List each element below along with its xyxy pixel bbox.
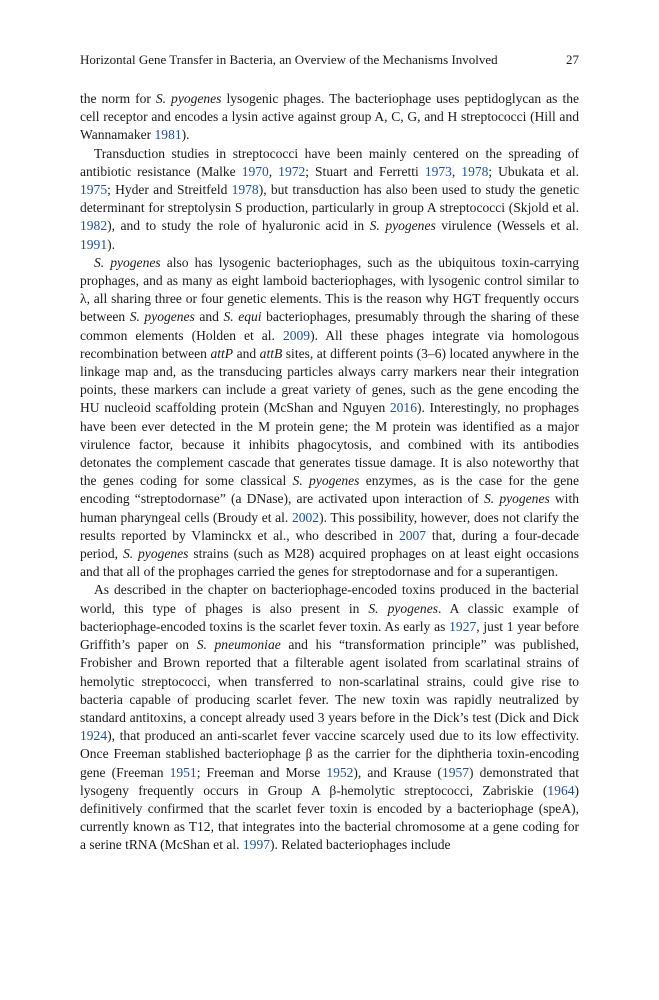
text-run: strains (such as M28) acquired prophages on at least eight occasions and that all of the prophages carried the genes for streptodornase and for a superantigen. <box>80 546 579 580</box>
running-title: Horizontal Gene Transfer in Bacteria, an Overview of the Mechanisms Involved <box>80 52 498 67</box>
text-run: virulence (Wessels et al. <box>435 218 579 234</box>
text-run: ). <box>181 127 190 143</box>
italic-term: S. pyogenes <box>129 309 195 325</box>
citation-link[interactable]: 1927 <box>449 618 477 634</box>
citation-link[interactable]: 1981 <box>154 127 182 143</box>
italic-term: S. pyogenes <box>292 473 360 489</box>
text-run: , <box>268 163 279 179</box>
italic-term: S. pyogenes <box>369 218 436 234</box>
text-run: ; Stuart and Ferretti <box>305 163 425 179</box>
page-number: 27 <box>566 52 579 67</box>
text-run: the norm for <box>80 91 156 106</box>
citation-link[interactable]: 1991 <box>80 236 108 252</box>
citation-link[interactable]: 1957 <box>441 764 470 780</box>
citation-link[interactable]: 1964 <box>547 782 575 798</box>
body-text <box>80 90 579 855</box>
italic-term: attP <box>210 345 234 361</box>
citation-link[interactable]: 1952 <box>326 764 354 780</box>
paragraph <box>80 581 579 854</box>
text-run: ), and Krause ( <box>353 764 442 780</box>
text-run: ). Interestingly, no prophages have been ever detected in the M protein gene; the M protein was identified as a major virulence factor, because it inhibits phagocytosis, and combined with its antibodies detonates the complement cascade that generates tissue damage. It is also noteworthy that the genes coding for some classical <box>80 400 579 489</box>
citation-link[interactable]: 1997 <box>242 837 270 853</box>
text-run: with human pharyngeal cells (Broudy et al. <box>80 491 579 525</box>
citation-link[interactable]: 1970 <box>241 163 269 179</box>
text-run: ), that produced an anti-scarlet fever vaccine scarcely used due to its low effectivity. Once Freeman stablished bacteriophage β as the carrier for the diphtheria toxin-encoding gene (Freeman <box>80 728 579 780</box>
text-run: ), and to study the role of hyaluronic acid in <box>107 218 370 234</box>
citation-link[interactable]: 1973 <box>424 163 452 179</box>
citation-link[interactable]: 2009 <box>282 327 311 343</box>
citation-link[interactable]: 2007 <box>398 527 427 543</box>
text-run: , just 1 year before Griffith’s paper on <box>80 618 579 653</box>
citation-link[interactable]: 1924 <box>80 728 108 744</box>
text-run: ; Hyder and Streitfeld <box>107 182 232 198</box>
italic-term: S. pyogenes <box>368 600 438 616</box>
citation-link[interactable]: 1978 <box>461 163 489 179</box>
text-run: ). This possibility, however, does not clarify the results reported by Vlaminckx et al., who described in <box>80 509 579 543</box>
text-run: Transduction studies in streptococci have been mainly centered on the spreading of antibiotic resistance (Malke <box>80 145 579 179</box>
text-run: As described in the chapter on bacteriophage-encoded toxins produced in the bacterial world, this type of phages is also present in <box>80 582 579 616</box>
citation-link[interactable]: 2016 <box>389 400 417 416</box>
text-run: , <box>451 163 462 179</box>
text-run: ). <box>107 236 115 252</box>
citation-link[interactable]: 1975 <box>80 182 108 198</box>
text-run: . A classic example of bacteriophage-encoded toxins is the scarlet fever toxin. As early as <box>80 600 579 634</box>
text-run: that, during a four-decade period, <box>80 527 579 562</box>
text-run: ; Ubukata et al. <box>488 163 579 179</box>
citation-link[interactable]: 1951 <box>169 764 197 780</box>
paragraph <box>80 90 579 145</box>
text-run: and his “transformation principle” was published, Frobisher and Brown reported that a filterable agent isolated from scarlatinal strains of hemolytic streptococci, when transferred to non-scarlatinal strains, could give rise to bacteria capable of producing scarlet fever. The new toxin was rapidly neutralized by standard antitoxins, a concept already used 3 years before in the Dick’s test (Dick and Dick <box>80 637 579 725</box>
text-run: enzymes, as is the case for the gene encoding “streptodornase” (a DNase), are activated upon interaction of <box>80 473 579 507</box>
citation-link[interactable]: 1972 <box>278 163 306 179</box>
text-run: ). All these phages integrate via homologous recombination between <box>80 327 579 361</box>
text-run: ). Related bacteriophages include <box>270 837 451 853</box>
text-run: ) definitively confirmed that the scarlet fever toxin is encoded by a bacteriophage (speA), currently known as T12, that integrates into the bacterial chromosome at a gene coding for a serine tRNA (McShan et al. <box>80 782 579 853</box>
text-run: also has lysogenic bacteriophages, such as the ubiquitous toxin-carrying prophages, and as many as eight lamboid bacteriophages, with lysogenic control similar to λ, all sharing three or four genetic elements. This is the reason why HGT frequently occurs between <box>80 254 579 325</box>
italic-term: S. pneumoniae <box>196 637 281 653</box>
text-run: ) demonstrated that lysogeny frequently occurs in Group A β-hemolytic streptococci, Zabriskie ( <box>80 764 579 798</box>
text-run: and <box>233 345 260 361</box>
text-run: sites, at different points (3–6) located anywhere in the linkage map and, as the transducing particles always carry markers near their integration points, these markers can include a great variety of genes, such as the gene encoding the HU nucleoid scaffolding protein (McShan and Nguyen <box>80 345 580 416</box>
italic-term: S. pyogenes <box>122 546 189 562</box>
citation-link[interactable]: 1978 <box>231 182 259 198</box>
text-run: bacteriophages, presumably through the sharing of these common elements (Holden et al. <box>80 309 579 343</box>
text-run: ; Freeman and Morse <box>196 764 327 780</box>
paragraph <box>80 145 579 254</box>
citation-link[interactable]: 2002 <box>291 509 320 525</box>
italic-term: S. pyogenes <box>484 491 550 507</box>
citation-link[interactable]: 1982 <box>80 218 108 234</box>
italic-term: S. pyogenes <box>155 91 222 106</box>
text-run: ), but transduction has also been used to study the genetic determinant for streptolysin S production, particularly in group A streptococci (Skjold et al. <box>80 182 580 216</box>
paragraph <box>80 254 579 582</box>
italic-term: S. equi <box>223 309 262 325</box>
italic-term: attB <box>259 345 283 361</box>
text-run: lysogenic phages. The bacteriophage uses peptidoglycan as the cell receptor and encodes a lysin active against group A, C, G, and H streptococci (Hill and Wannamaker <box>80 91 579 143</box>
italic-term: S. pyogenes <box>94 254 161 270</box>
text-run: and <box>194 309 224 325</box>
